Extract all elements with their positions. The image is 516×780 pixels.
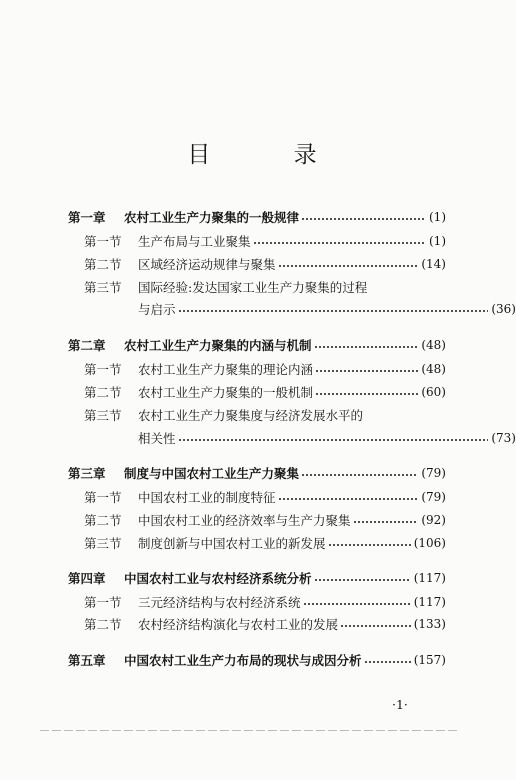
section-number: 第二节 (84, 513, 122, 528)
entry-title: 中国农村工业的制度特征 (138, 490, 276, 505)
dot-leader (314, 579, 411, 581)
section-number: 第一节 (84, 362, 122, 377)
page-reference: (14) (421, 257, 446, 271)
toc-section-entry (68, 534, 446, 552)
entry-title: 制度创新与中国农村工业的新发展 (138, 536, 326, 551)
chapter-number: 第五章 (68, 653, 106, 668)
dot-leader (178, 439, 489, 441)
dot-leader (315, 393, 418, 395)
toc-section-entry (68, 278, 446, 296)
entry-title: 中国农村工业的经济效率与生产力聚集 (138, 513, 351, 528)
dot-leader (315, 370, 418, 372)
entry-title: 农村工业生产力聚集的理论内涵 (138, 362, 314, 377)
toc-section-entry (68, 255, 446, 273)
entry-title: 农村工业生产力聚集的一般规律 (124, 210, 300, 225)
dot-leader (278, 265, 419, 267)
page-title: 目 录 (187, 142, 355, 168)
toc-section-entry (68, 383, 446, 401)
entry-title: 区域经济运动规律与聚集 (138, 257, 276, 272)
section-number: 第一节 (84, 234, 122, 249)
section-number: 第三节 (84, 280, 122, 295)
entry-title: 三元经济结构与农村经济系统 (138, 595, 301, 610)
page-reference: (60) (421, 385, 446, 399)
entry-title: 相关性 (138, 431, 176, 446)
page-reference: (157) (413, 653, 446, 667)
dot-leader (301, 218, 426, 220)
chapter-number: 第一章 (68, 210, 106, 225)
section-number: 第二节 (84, 257, 122, 272)
page-reference: (117) (413, 595, 446, 609)
page-reference: (92) (421, 513, 446, 527)
dot-leader (314, 346, 419, 348)
page-reference: (48) (421, 362, 446, 376)
toc-section-entry (68, 232, 446, 250)
section-number: 第三节 (84, 536, 122, 551)
entry-title: 制度与中国农村工业生产力聚集 (124, 466, 300, 481)
toc-chapter-entry (68, 569, 446, 587)
page-number: ·1· (392, 697, 408, 712)
dot-leader (364, 661, 411, 663)
section-number: 第一节 (84, 490, 122, 505)
page-reference: (133) (413, 617, 446, 631)
toc-entry-continuation (68, 300, 516, 318)
page-reference: (73) (491, 431, 516, 445)
entry-title: 农村经济结构演化与农村工业的发展 (138, 617, 339, 632)
chapter-number: 第二章 (68, 338, 106, 353)
section-number: 第一节 (84, 595, 122, 610)
page-reference: (1) (429, 210, 446, 224)
toc-chapter-entry (68, 464, 446, 482)
dot-leader (301, 474, 418, 476)
entry-title: 农村工业生产力聚集的内涵与机制 (124, 338, 312, 353)
entry-title: 中国农村工业生产力布局的现状与成因分析 (124, 653, 362, 668)
page-reference: (79) (421, 466, 446, 480)
entry-title: 国际经验:发达国家工业生产力聚集的过程 (138, 280, 368, 295)
toc-section-entry (68, 488, 446, 506)
toc-section-entry (68, 360, 446, 378)
toc-entry-continuation (68, 429, 516, 447)
entry-title: 中国农村工业与农村经济系统分析 (124, 571, 312, 586)
page-reference: (1) (429, 234, 446, 248)
dot-leader (253, 242, 426, 244)
entry-title: 与启示 (138, 302, 176, 317)
toc-section-entry (68, 615, 446, 633)
page-reference: (48) (421, 338, 446, 352)
page-reference: (117) (413, 571, 446, 585)
chapter-number: 第三章 (68, 466, 106, 481)
section-number: 第三节 (84, 408, 122, 423)
dot-leader (303, 603, 411, 605)
dot-leader (328, 544, 411, 546)
page-reference: (36) (491, 302, 516, 316)
dot-leader (340, 625, 411, 627)
chapter-number: 第四章 (68, 571, 106, 586)
dot-leader (278, 498, 419, 500)
page-reference: (106) (413, 536, 446, 550)
entry-title: 生产布局与工业聚集 (138, 234, 251, 249)
page-reference: (79) (421, 490, 446, 504)
section-number: 第二节 (84, 385, 122, 400)
toc-section-entry (68, 511, 446, 529)
entry-title: 农村工业生产力聚集的一般机制 (138, 385, 314, 400)
section-number: 第二节 (84, 617, 122, 632)
toc-chapter-entry (68, 651, 446, 669)
toc-chapter-entry (68, 208, 446, 226)
dot-leader (178, 310, 489, 312)
toc-chapter-entry (68, 336, 446, 354)
toc-section-entry (68, 593, 446, 611)
entry-title: 农村工业生产力聚集度与经济发展水平的 (138, 408, 364, 423)
toc-section-entry (68, 406, 446, 424)
dot-leader (353, 521, 419, 523)
scan-artifact-line (40, 730, 460, 731)
